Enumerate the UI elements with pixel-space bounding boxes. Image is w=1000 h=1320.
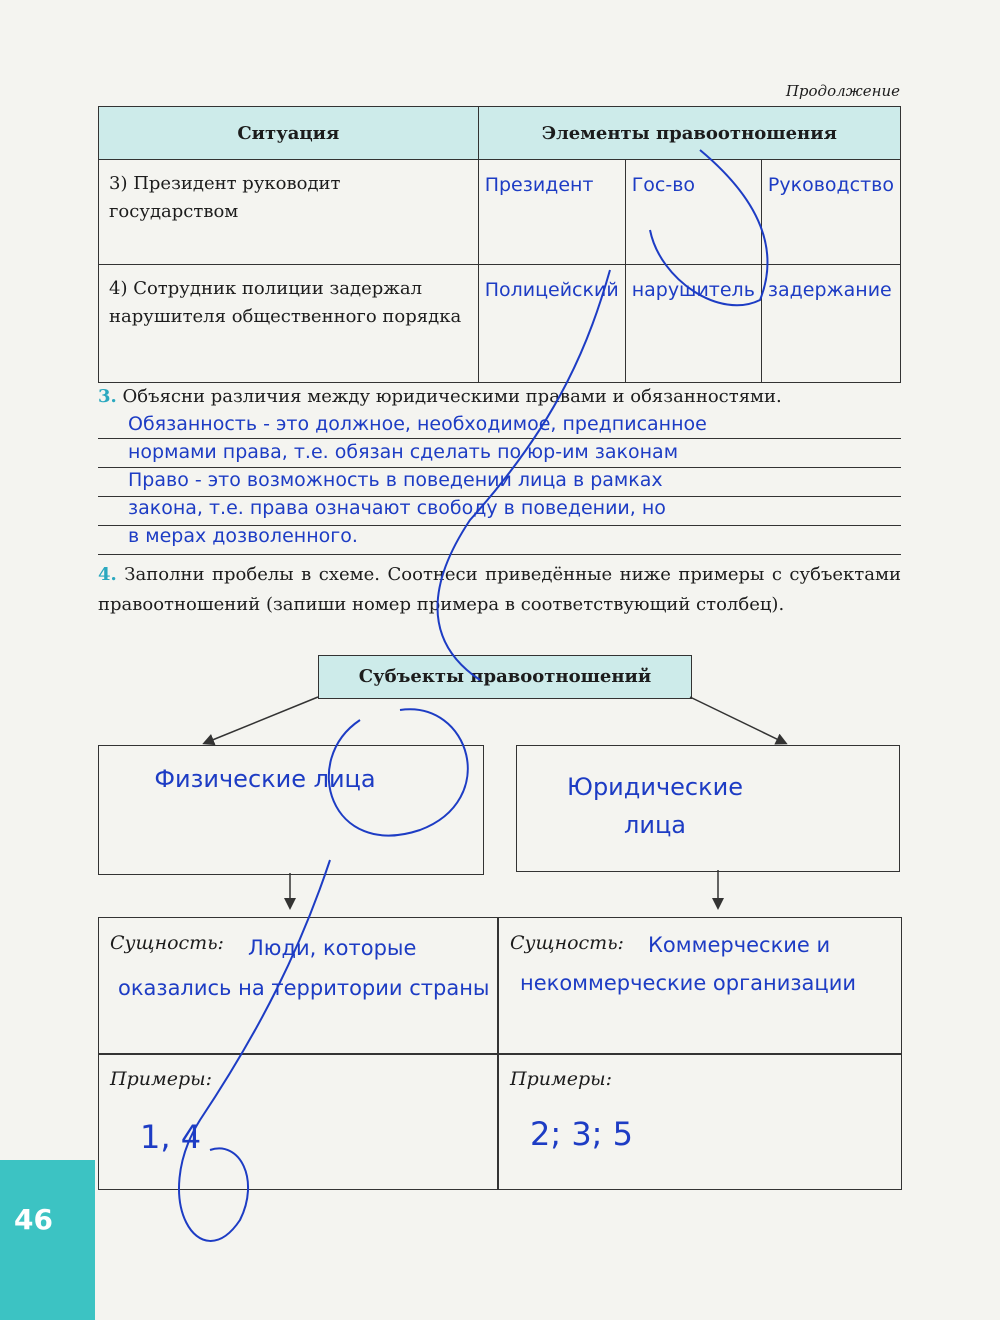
page-tab	[0, 1160, 95, 1320]
right-examples-answer: 2; 3; 5	[530, 1115, 633, 1153]
legal-entities-label: Юридические лица	[567, 773, 743, 839]
situation-cell: 3) Президент руководит государством	[99, 160, 479, 265]
scheme-root: Субъекты правоотношений	[318, 655, 692, 699]
task-text: Объясни различия между юридическими правами и обязанностями.	[122, 386, 782, 407]
scribble-stroke	[179, 860, 330, 1241]
task-text: Заполни пробелы в схеме. Соотнеси приведённые ниже примеры с субъектами правоотношений (запиши номер примера в соответствующий столбец).	[98, 564, 901, 615]
page-number: 46	[14, 1203, 53, 1236]
object-cell: Гос-во	[625, 160, 761, 265]
object-cell: нарушитель	[625, 265, 761, 383]
task-number: 3.	[98, 386, 117, 407]
subject-cell: Полицейский	[478, 265, 625, 383]
left-essence-answer: Люди, которые оказались на территории страны	[118, 936, 490, 1000]
essence-label-left: Сущность:	[110, 932, 224, 954]
answer-line: Обязанность - это должное, необходимое, предписанное	[128, 413, 707, 435]
content-cell: Руководство	[761, 160, 900, 265]
answer-line: закона, т.е. права означают свободу в поведении, но	[128, 497, 666, 519]
answer-line: Право - это возможность в поведении лица в рамках	[128, 469, 663, 491]
col-header-situation: Ситуация	[99, 107, 479, 160]
individuals-label: Физические лица	[154, 765, 376, 793]
task-number: 4.	[98, 564, 117, 585]
essence-label-right: Сущность:	[510, 932, 624, 954]
scribble-stroke	[650, 150, 768, 305]
left-examples-answer: 1, 4	[140, 1118, 202, 1156]
scribble-stroke	[438, 270, 611, 680]
answer-line: нормами права, т.е. обязан сделать по юр-им законам	[128, 441, 679, 463]
right-essence-answer: Коммерческие и некоммерческие организации	[520, 933, 856, 995]
situation-cell: 4) Сотрудник полиции задержал нарушителя общественного порядка	[99, 265, 479, 383]
subject-cell: Президент	[478, 160, 625, 265]
col-header-elements: Элементы правоотношения	[478, 107, 900, 160]
answer-line: в мерах дозволенного.	[128, 525, 358, 547]
examples-label-left: Примеры:	[110, 1068, 213, 1090]
content-cell: задержание	[761, 265, 900, 383]
scribble-stroke	[329, 709, 468, 835]
examples-label-right: Примеры:	[510, 1068, 613, 1090]
continuation-label: Продолжение	[785, 82, 900, 100]
